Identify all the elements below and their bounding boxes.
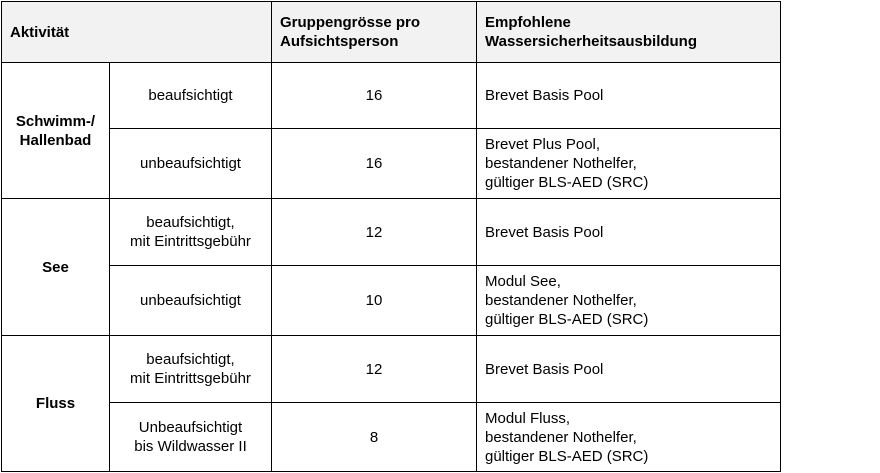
group-size-value: 10: [365, 292, 383, 309]
group-size-cell: [272, 129, 477, 199]
training-line: Modul See,: [485, 273, 561, 290]
activity-label-line: Schwimm-/: [15, 112, 96, 130]
water-safety-table: [1, 1, 781, 472]
situation-line: beaufsichtigt,: [146, 214, 235, 231]
header-activity: [2, 2, 272, 63]
training-line: Brevet Basis Pool: [485, 87, 604, 104]
training-line: gültiger BLS-AED (SRC): [485, 311, 649, 328]
situation-line: Unbeaufsichtigt: [138, 419, 243, 436]
group-size-value: 16: [365, 87, 383, 104]
training-line: Brevet Basis Pool: [485, 360, 604, 378]
training-cell: [477, 63, 781, 129]
situation-line: unbeaufsichtigt: [140, 292, 241, 309]
header-group-size-line-1: Gruppengrösse pro: [280, 14, 421, 31]
table-row: [2, 266, 781, 336]
group-size-value: 12: [365, 360, 383, 378]
situation-line: unbeaufsichtigt: [140, 155, 241, 172]
table-row: [2, 63, 781, 129]
table-row: [2, 403, 781, 472]
situation-cell: [110, 63, 272, 129]
situation-line: bis Wildwasser II: [134, 438, 247, 455]
header-row: [2, 2, 781, 63]
group-size-value: 16: [365, 155, 383, 172]
situation-cell: [110, 336, 272, 403]
training-line: Modul Fluss,: [485, 409, 571, 427]
activity-cell-pool: [2, 63, 110, 199]
situation-cell: [110, 403, 272, 472]
header-training-line-2: Wassersicherheitsausbildung: [485, 33, 698, 50]
situation-cell: [110, 199, 272, 266]
training-cell: [477, 403, 781, 472]
training-line: bestandener Nothelfer,: [485, 155, 637, 172]
situation-line: mit Eintrittsgebühr: [130, 370, 251, 387]
header-group-size-line-2: Aufsichtsperson: [280, 33, 399, 50]
training-cell: [477, 266, 781, 336]
situation-cell: [110, 129, 272, 199]
header-activity-text: Aktivität: [10, 23, 70, 41]
training-line: Brevet Plus Pool,: [485, 136, 601, 153]
header-training: [477, 2, 781, 63]
activity-cell-river: [2, 336, 110, 472]
training-line: bestandener Nothelfer,: [485, 292, 637, 309]
header-group-size: [272, 2, 477, 63]
activity-label-line: Hallenbad: [19, 131, 92, 149]
group-size-value: 8: [369, 428, 379, 446]
training-line: gültiger BLS-AED (SRC): [485, 447, 649, 465]
header-training-line-1: Empfohlene: [485, 14, 571, 31]
situation-cell: [110, 266, 272, 336]
table-row: [2, 199, 781, 266]
situation-line: beaufsichtigt,: [146, 351, 235, 368]
situation-line: mit Eintrittsgebühr: [130, 233, 251, 250]
group-size-cell: [272, 266, 477, 336]
group-size-cell: [272, 199, 477, 266]
training-line: Brevet Basis Pool: [485, 223, 604, 241]
group-size-value: 12: [365, 223, 383, 241]
activity-label-line: Fluss: [35, 395, 76, 412]
training-cell: [477, 129, 781, 199]
activity-cell-lake: [2, 199, 110, 336]
group-size-cell: [272, 63, 477, 129]
group-size-cell: [272, 336, 477, 403]
training-line: gültiger BLS-AED (SRC): [485, 174, 649, 191]
group-size-cell: [272, 403, 477, 472]
situation-line: beaufsichtigt: [148, 87, 233, 104]
training-cell: [477, 199, 781, 266]
table-row: [2, 336, 781, 403]
table-row: [2, 129, 781, 199]
training-cell: [477, 336, 781, 403]
training-line: bestandener Nothelfer,: [485, 428, 637, 446]
activity-label-line: See: [42, 258, 69, 276]
